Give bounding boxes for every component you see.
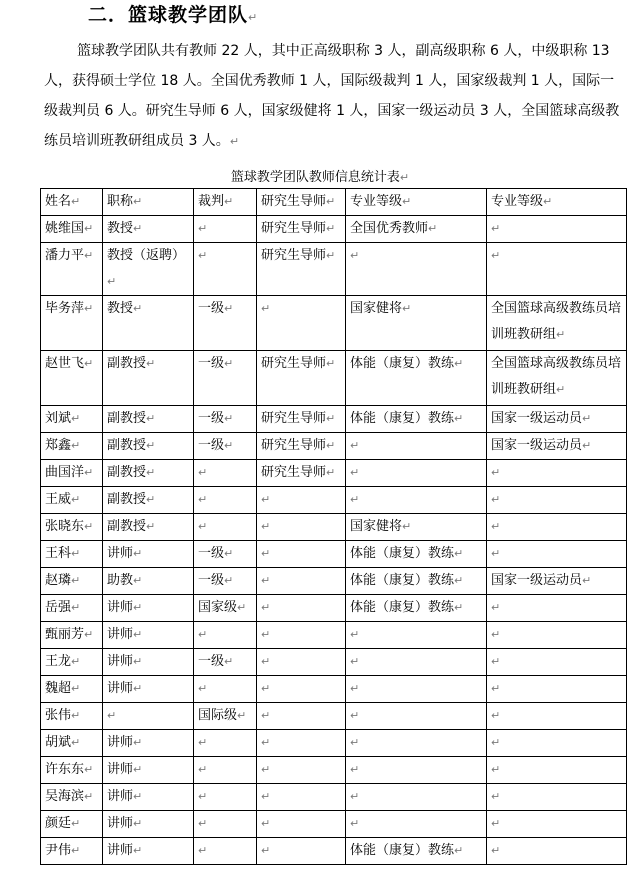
cell-name: 尹伟↵: [41, 838, 103, 865]
cell-mark: ↵: [133, 790, 143, 803]
cell-title: 讲师↵: [103, 541, 194, 568]
cell-mark: ↵: [326, 439, 336, 452]
cell-name: 曲国洋↵: [41, 460, 103, 487]
cell-referee: [194, 622, 257, 649]
cell-supervisor: 研究生导师↵: [257, 433, 346, 460]
cell-supervisor: 研究生导师↵: [257, 460, 346, 487]
cell-mark: ↵: [133, 547, 143, 560]
table-header-row: [41, 189, 627, 216]
cell-level-a: 体能（康复）教练↵: [346, 568, 487, 595]
cell-mark: ↵: [71, 574, 81, 587]
cell-mark: ↵: [71, 655, 81, 668]
cell-mark: ↵: [133, 222, 143, 235]
cell-supervisor: 研究生导师↵: [257, 351, 346, 406]
cell-mark: ↵: [261, 763, 271, 776]
cell-level-b: [487, 243, 627, 296]
table-row: [41, 433, 627, 460]
cell-supervisor: [257, 730, 346, 757]
cell-mark: ↵: [84, 763, 94, 776]
cell-title: 讲师↵: [103, 649, 194, 676]
cell-mark: ↵: [261, 844, 271, 857]
cell-level-b: 国家一级运动员↵: [487, 406, 627, 433]
cell-title: 教授↵: [103, 296, 194, 351]
cell-mark: ↵: [198, 466, 208, 479]
table-row: [41, 757, 627, 784]
cell-referee: 一级↵: [194, 649, 257, 676]
cell-mark: ↵: [84, 466, 94, 479]
cell-level-a: [346, 460, 487, 487]
intro-paragraph: 篮球教学团队共有教师 22 人，其中正高级职称 3 人，副高级职称 6 人，中级职称 13 人，获得硕士学位 18 人。全国优秀教师 1 人，国际级裁判 1 人，国家级裁判 1 人，国际一级裁判员 6 人。研究生导师 6 人，国家级健将 1 人，国家一级运动员 3 人，全国篮球高级教练员培训班教研组成员 3 人。↵: [44, 43, 620, 149]
cell-mark: ↵: [107, 709, 117, 722]
cell-level-a: [346, 243, 487, 296]
cell-level-b: [487, 757, 627, 784]
cell-mark: ↵: [133, 655, 143, 668]
cell-supervisor: [257, 487, 346, 514]
cell-level-a: 体能（康复）教练↵: [346, 351, 487, 406]
cell-mark: ↵: [350, 763, 360, 776]
cell-referee: 国际级↵: [194, 703, 257, 730]
table-row: [41, 676, 627, 703]
cell-mark: ↵: [491, 466, 501, 479]
cell-supervisor: [257, 784, 346, 811]
cell-supervisor: [257, 296, 346, 351]
cell-mark: ↵: [198, 736, 208, 749]
cell-mark: ↵: [71, 493, 81, 506]
cell-name: 王科↵: [41, 541, 103, 568]
cell-mark: ↵: [133, 302, 143, 315]
cell-mark: ↵: [133, 736, 143, 749]
cell-title: 教授↵: [103, 216, 194, 243]
cell-mark: ↵: [224, 574, 234, 587]
cell-referee: 一级↵: [194, 568, 257, 595]
cell-supervisor: [257, 811, 346, 838]
cell-mark: ↵: [198, 763, 208, 776]
cell-mark: ↵: [133, 817, 143, 830]
cell-mark: ↵: [71, 682, 81, 695]
cell-level-a: 体能（康复）教练↵: [346, 595, 487, 622]
cell-name: 许东东↵: [41, 757, 103, 784]
cell-mark: ↵: [402, 302, 412, 315]
cell-mark: ↵: [491, 736, 501, 749]
cell-title: 副教授↵: [103, 351, 194, 406]
cell-mark: ↵: [224, 357, 234, 370]
cell-mark: ↵: [237, 601, 247, 614]
cell-name: 颜廷↵: [41, 811, 103, 838]
cell-mark: ↵: [261, 817, 271, 830]
table-row: [41, 243, 627, 296]
cell-mark: ↵: [198, 222, 208, 235]
cell-name: 吴海滨↵: [41, 784, 103, 811]
cell-level-b: [487, 216, 627, 243]
cell-title: 副教授↵: [103, 514, 194, 541]
cell-mark: ↵: [146, 357, 156, 370]
cell-supervisor: [257, 595, 346, 622]
cell-mark: ↵: [198, 817, 208, 830]
table-row: [41, 406, 627, 433]
table-row: [41, 730, 627, 757]
cell-referee: [194, 676, 257, 703]
cell-mark: ↵: [224, 195, 234, 208]
cell-mark: ↵: [350, 249, 360, 262]
cell-mark: ↵: [261, 520, 271, 533]
cell-level-a: [346, 757, 487, 784]
cell-title: 助教↵: [103, 568, 194, 595]
cell-mark: ↵: [261, 601, 271, 614]
cell-mark: ↵: [428, 222, 438, 235]
cell-mark: ↵: [71, 844, 81, 857]
cell-mark: ↵: [491, 601, 501, 614]
cell-name: 郑鑫↵: [41, 433, 103, 460]
cell-level-a: [346, 649, 487, 676]
cell-mark: ↵: [133, 763, 143, 776]
cell-supervisor: [257, 838, 346, 865]
table-row: [41, 296, 627, 351]
cell-mark: ↵: [350, 709, 360, 722]
cell-title: [103, 703, 194, 730]
cell-level-a: [346, 730, 487, 757]
cell-level-b: 全国篮球高级教练员培训班教研组↵: [487, 296, 627, 351]
cell-level-b: 国家一级运动员↵: [487, 568, 627, 595]
cell-referee: [194, 757, 257, 784]
table-row: [41, 568, 627, 595]
cell-mark: ↵: [261, 547, 271, 560]
cell-name: 赵璘↵: [41, 568, 103, 595]
cell-referee: 一级↵: [194, 541, 257, 568]
cell-mark: ↵: [582, 439, 592, 452]
paragraph-mark: ↵: [248, 11, 259, 24]
cell-title: 讲师↵: [103, 811, 194, 838]
cell-mark: ↵: [491, 844, 501, 857]
cell-name: 刘斌↵: [41, 406, 103, 433]
cell-supervisor: [257, 757, 346, 784]
table-row: [41, 649, 627, 676]
cell-level-b: [487, 703, 627, 730]
staff-table: [40, 188, 627, 865]
cell-mark: ↵: [556, 383, 566, 396]
cell-mark: ↵: [198, 844, 208, 857]
cell-level-a: [346, 487, 487, 514]
cell-mark: ↵: [261, 493, 271, 506]
cell-level-b: [487, 460, 627, 487]
cell-mark: ↵: [491, 655, 501, 668]
cell-name: 潘力平↵: [41, 243, 103, 296]
cell-referee: 一级↵: [194, 433, 257, 460]
cell-level-b: [487, 622, 627, 649]
cell-mark: ↵: [582, 574, 592, 587]
cell-mark: ↵: [491, 763, 501, 776]
cell-mark: ↵: [261, 736, 271, 749]
cell-mark: ↵: [84, 357, 94, 370]
cell-mark: ↵: [84, 628, 94, 641]
cell-mark: ↵: [133, 601, 143, 614]
cell-mark: ↵: [491, 547, 501, 560]
cell-level-b: 全国篮球高级教练员培训班教研组↵: [487, 351, 627, 406]
cell-mark: ↵: [556, 328, 566, 341]
cell-mark: ↵: [402, 195, 412, 208]
cell-mark: ↵: [491, 520, 501, 533]
cell-mark: ↵: [84, 249, 94, 262]
cell-title: 讲师↵: [103, 730, 194, 757]
cell-level-a: 体能（康复）教练↵: [346, 541, 487, 568]
cell-mark: ↵: [402, 520, 412, 533]
cell-mark: ↵: [84, 222, 94, 235]
cell-name: 魏超↵: [41, 676, 103, 703]
table-row: [41, 487, 627, 514]
cell-supervisor: [257, 568, 346, 595]
cell-mark: ↵: [84, 302, 94, 315]
cell-mark: ↵: [133, 574, 143, 587]
cell-level-a: 体能（康复）教练↵: [346, 838, 487, 865]
cell-mark: ↵: [146, 412, 156, 425]
cell-referee: [194, 487, 257, 514]
cell-mark: ↵: [224, 412, 234, 425]
cell-mark: ↵: [198, 628, 208, 641]
table-row: [41, 595, 627, 622]
cell-level-a: 体能（康复）教练↵: [346, 406, 487, 433]
header-referee: 裁判↵: [194, 189, 257, 216]
cell-name: 胡斌↵: [41, 730, 103, 757]
cell-mark: ↵: [198, 249, 208, 262]
paragraph-mark: ↵: [229, 135, 240, 148]
cell-level-b: [487, 649, 627, 676]
cell-mark: ↵: [224, 302, 234, 315]
cell-mark: ↵: [454, 357, 464, 370]
cell-name: 王龙↵: [41, 649, 103, 676]
cell-title: 讲师↵: [103, 784, 194, 811]
cell-mark: ↵: [454, 844, 464, 857]
cell-mark: ↵: [350, 736, 360, 749]
cell-supervisor: [257, 676, 346, 703]
cell-title: 讲师↵: [103, 676, 194, 703]
cell-mark: ↵: [71, 817, 81, 830]
cell-title: 讲师↵: [103, 838, 194, 865]
cell-referee: [194, 730, 257, 757]
cell-mark: ↵: [491, 709, 501, 722]
cell-mark: ↵: [261, 682, 271, 695]
table-row: [41, 541, 627, 568]
cell-title: 讲师↵: [103, 595, 194, 622]
cell-mark: ↵: [71, 736, 81, 749]
cell-mark: ↵: [326, 195, 336, 208]
cell-mark: ↵: [261, 790, 271, 803]
cell-mark: ↵: [198, 682, 208, 695]
cell-mark: ↵: [198, 493, 208, 506]
cell-supervisor: [257, 622, 346, 649]
cell-mark: ↵: [350, 682, 360, 695]
cell-supervisor: [257, 649, 346, 676]
header-level-a: 专业等级↵: [346, 189, 487, 216]
cell-mark: ↵: [84, 790, 94, 803]
cell-title: 副教授↵: [103, 487, 194, 514]
cell-mark: ↵: [224, 655, 234, 668]
cell-referee: 一级↵: [194, 296, 257, 351]
table-row: [41, 216, 627, 243]
cell-mark: ↵: [261, 574, 271, 587]
cell-level-a: 国家健将↵: [346, 514, 487, 541]
cell-mark: ↵: [261, 302, 271, 315]
table-caption: 篮球教学团队教师信息统计表↵: [230, 170, 410, 185]
cell-mark: ↵: [350, 817, 360, 830]
header-level-b: 专业等级↵: [487, 189, 627, 216]
cell-mark: ↵: [582, 412, 592, 425]
cell-name: 岳强↵: [41, 595, 103, 622]
header-title: 职称↵: [103, 189, 194, 216]
cell-mark: ↵: [454, 574, 464, 587]
header-supervisor: 研究生导师↵: [257, 189, 346, 216]
cell-referee: [194, 243, 257, 296]
cell-mark: ↵: [491, 222, 501, 235]
cell-mark: ↵: [326, 466, 336, 479]
cell-mark: ↵: [71, 547, 81, 560]
cell-referee: 一级↵: [194, 351, 257, 406]
cell-referee: [194, 460, 257, 487]
cell-level-b: 国家一级运动员↵: [487, 433, 627, 460]
cell-mark: ↵: [107, 275, 117, 288]
cell-level-b: [487, 730, 627, 757]
cell-supervisor: [257, 514, 346, 541]
cell-mark: ↵: [350, 439, 360, 452]
cell-referee: [194, 216, 257, 243]
cell-mark: ↵: [146, 439, 156, 452]
cell-mark: ↵: [350, 628, 360, 641]
cell-mark: ↵: [71, 412, 81, 425]
cell-mark: ↵: [454, 601, 464, 614]
cell-mark: ↵: [491, 249, 501, 262]
cell-level-a: [346, 676, 487, 703]
cell-referee: [194, 811, 257, 838]
cell-mark: ↵: [350, 493, 360, 506]
cell-level-b: [487, 676, 627, 703]
cell-mark: ↵: [198, 790, 208, 803]
cell-mark: ↵: [261, 709, 271, 722]
cell-mark: ↵: [71, 601, 81, 614]
cell-mark: ↵: [146, 520, 156, 533]
cell-mark: ↵: [491, 790, 501, 803]
cell-name: 甄丽芳↵: [41, 622, 103, 649]
cell-mark: ↵: [146, 466, 156, 479]
cell-supervisor: 研究生导师↵: [257, 406, 346, 433]
table-row: [41, 703, 627, 730]
cell-mark: ↵: [146, 493, 156, 506]
header-name: 姓名↵: [41, 189, 103, 216]
cell-mark: ↵: [71, 709, 81, 722]
cell-level-b: [487, 811, 627, 838]
section-heading: 二．篮球教学团队↵: [88, 4, 259, 26]
cell-level-b: [487, 514, 627, 541]
cell-mark: ↵: [491, 628, 501, 641]
cell-mark: ↵: [350, 790, 360, 803]
cell-title: 教授（返聘）↵: [103, 243, 194, 296]
cell-referee: [194, 514, 257, 541]
cell-mark: ↵: [84, 520, 94, 533]
cell-mark: ↵: [133, 682, 143, 695]
table-row: [41, 784, 627, 811]
cell-title: 讲师↵: [103, 622, 194, 649]
cell-title: 讲师↵: [103, 757, 194, 784]
cell-mark: ↵: [133, 844, 143, 857]
cell-level-b: [487, 541, 627, 568]
cell-level-b: [487, 595, 627, 622]
paragraph-mark: ↵: [399, 171, 410, 184]
cell-title: 副教授↵: [103, 406, 194, 433]
cell-mark: ↵: [350, 655, 360, 668]
cell-mark: ↵: [543, 195, 553, 208]
table-row: [41, 514, 627, 541]
cell-mark: ↵: [491, 682, 501, 695]
cell-title: 副教授↵: [103, 433, 194, 460]
cell-supervisor: 研究生导师↵: [257, 216, 346, 243]
cell-level-a: 全国优秀教师↵: [346, 216, 487, 243]
cell-mark: ↵: [224, 547, 234, 560]
cell-name: 张晓东↵: [41, 514, 103, 541]
cell-mark: ↵: [491, 493, 501, 506]
cell-name: 姚维国↵: [41, 216, 103, 243]
cell-level-b: [487, 784, 627, 811]
table-row: [41, 811, 627, 838]
cell-supervisor: [257, 703, 346, 730]
cell-referee: [194, 784, 257, 811]
cell-mark: ↵: [71, 195, 81, 208]
cell-level-a: [346, 784, 487, 811]
cell-mark: ↵: [237, 709, 247, 722]
cell-referee: 一级↵: [194, 406, 257, 433]
cell-mark: ↵: [261, 628, 271, 641]
cell-level-b: [487, 487, 627, 514]
cell-supervisor: [257, 541, 346, 568]
cell-level-a: [346, 811, 487, 838]
cell-mark: ↵: [133, 628, 143, 641]
cell-mark: ↵: [491, 817, 501, 830]
cell-referee: [194, 838, 257, 865]
cell-mark: ↵: [71, 439, 81, 452]
cell-level-a: [346, 622, 487, 649]
cell-mark: ↵: [350, 466, 360, 479]
cell-level-a: [346, 703, 487, 730]
table-row: [41, 622, 627, 649]
cell-mark: ↵: [261, 655, 271, 668]
cell-level-b: [487, 838, 627, 865]
cell-name: 王威↵: [41, 487, 103, 514]
cell-level-a: [346, 433, 487, 460]
table-row: [41, 460, 627, 487]
cell-title: 副教授↵: [103, 460, 194, 487]
cell-mark: ↵: [326, 222, 336, 235]
table-row: [41, 351, 627, 406]
cell-name: 张伟↵: [41, 703, 103, 730]
cell-mark: ↵: [454, 547, 464, 560]
cell-name: 毕务萍↵: [41, 296, 103, 351]
cell-mark: ↵: [198, 520, 208, 533]
cell-mark: ↵: [326, 357, 336, 370]
cell-name: 赵世飞↵: [41, 351, 103, 406]
cell-mark: ↵: [133, 195, 143, 208]
cell-referee: 国家级↵: [194, 595, 257, 622]
cell-mark: ↵: [326, 249, 336, 262]
cell-mark: ↵: [326, 412, 336, 425]
cell-level-a: 国家健将↵: [346, 296, 487, 351]
table-row: [41, 838, 627, 865]
cell-mark: ↵: [224, 439, 234, 452]
cell-mark: ↵: [454, 412, 464, 425]
cell-supervisor: 研究生导师↵: [257, 243, 346, 296]
